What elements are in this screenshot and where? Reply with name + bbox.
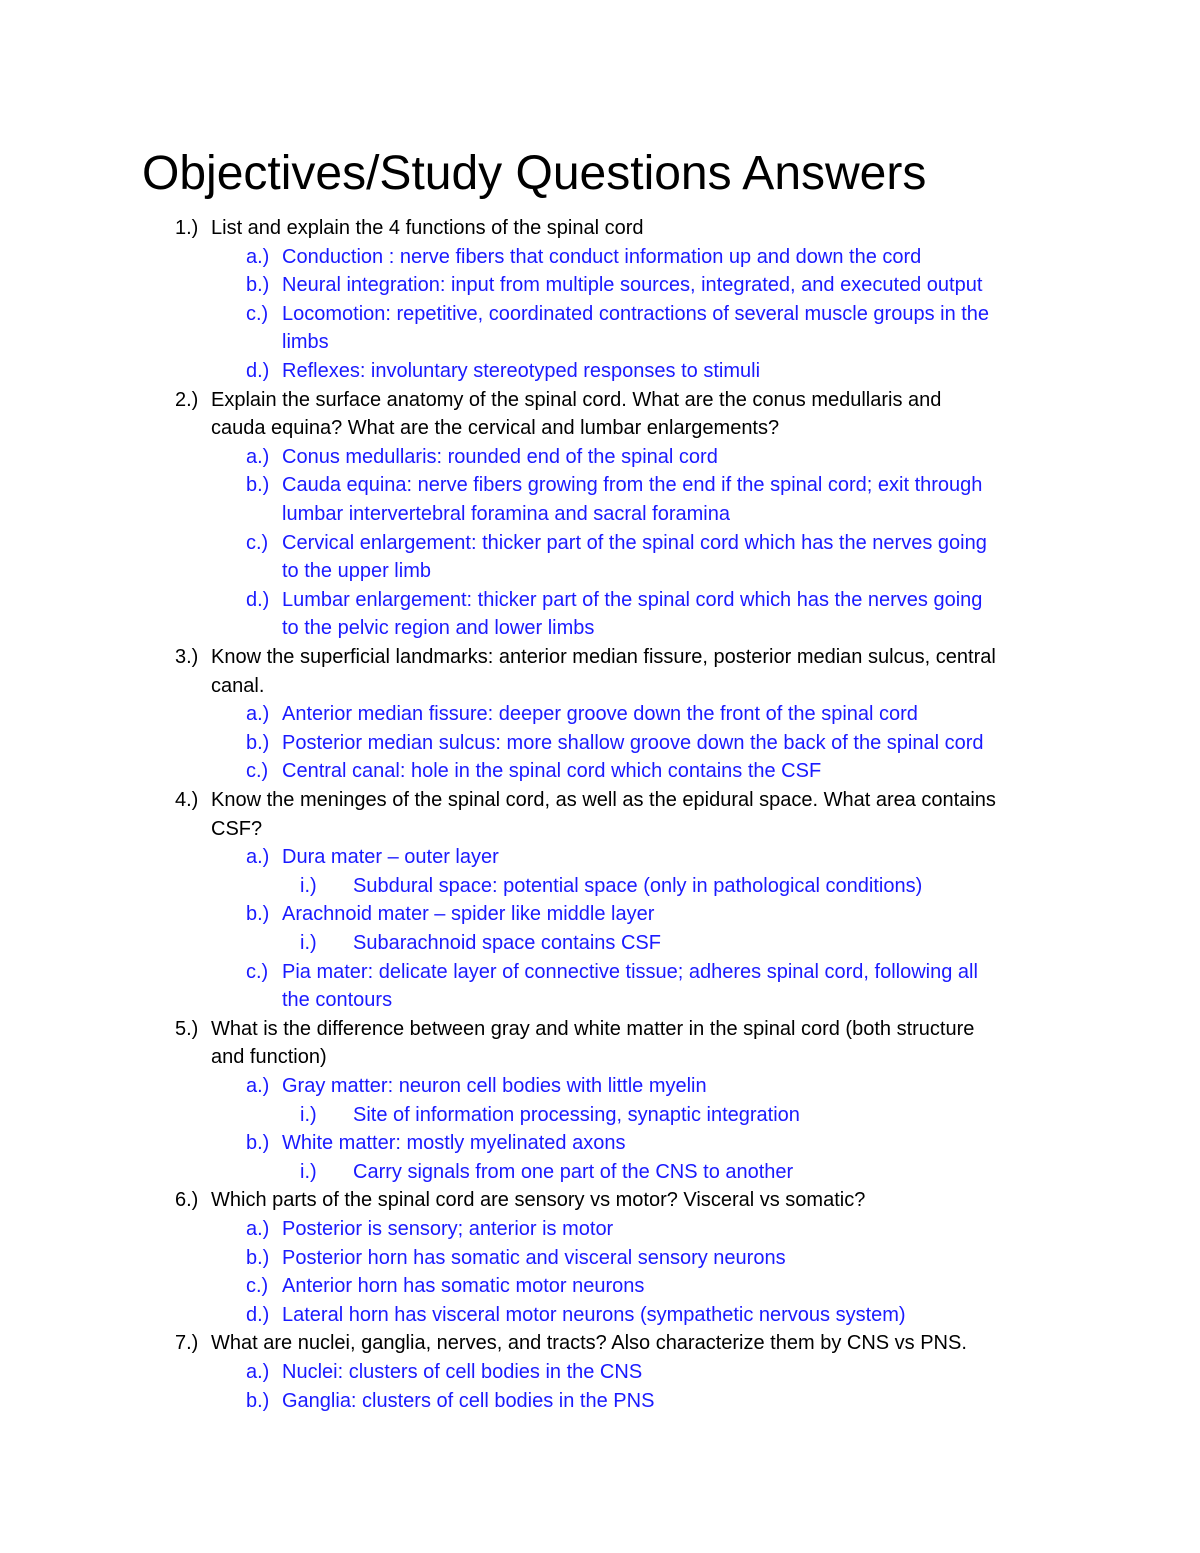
- line-text: Gray matter: neuron cell bodies with little myelin: [282, 1075, 707, 1097]
- line-text: Ganglia: clusters of cell bodies in the PNS: [282, 1389, 655, 1412]
- line-text: Pia mater: delicate layer of connective tissue; adheres spinal cord, following all: [282, 960, 978, 983]
- line-text: Central canal: hole in the spinal cord which contains the CSF: [282, 760, 822, 783]
- line-text: canal.: [211, 674, 265, 697]
- line-text: Neural integration: input from multiple sources, integrated, and executed output: [282, 274, 983, 297]
- line-text: Posterior median sulcus: more shallow groove down the back of the spinal cord: [282, 731, 984, 754]
- list-marker: 5.): [175, 1017, 199, 1040]
- line-text: limbs: [282, 331, 329, 354]
- line-text: What is the difference between gray and white matter in the spinal cord (both structure: [211, 1017, 975, 1040]
- list-marker: a.): [246, 445, 270, 468]
- line-text: Know the meninges of the spinal cord, as well as the epidural space. What area contains: [211, 789, 996, 811]
- list-marker: a.): [246, 703, 270, 726]
- line-text: Explain the surface anatomy of the spinal cord. What are the conus medullaris and: [211, 388, 942, 411]
- line-text: Dura mater – outer layer: [282, 846, 499, 869]
- list-marker: i.): [300, 932, 317, 954]
- line-text: Cauda equina: nerve fibers growing from the end if the spinal cord; exit through: [282, 474, 983, 497]
- line-text: Subarachnoid space contains CSF: [353, 932, 661, 954]
- line-text: Posterior is sensory; anterior is motor: [282, 1218, 614, 1240]
- line-text: Cervical enlargement: thicker part of the spinal cord which has the nerves going: [282, 531, 987, 554]
- line-text: Conduction : nerve fibers that conduct information up and down the cord: [282, 245, 922, 268]
- line-text: cauda equina? What are the cervical and lumbar enlargements?: [211, 417, 780, 440]
- line-text: CSF?: [211, 817, 263, 840]
- list-marker: i.): [300, 1103, 317, 1126]
- line-text: Conus medullaris: rounded end of the spinal cord: [282, 445, 718, 468]
- line-text: Locomotion: repetitive, coordinated contractions of several muscle groups in the: [282, 302, 990, 325]
- line-text: Posterior horn has somatic and visceral sensory neurons: [282, 1246, 786, 1269]
- line-text: Subdural space: potential space (only in pathological conditions): [353, 874, 923, 897]
- line-text: lumbar intervertebral foramina and sacral foramina: [282, 503, 730, 525]
- list-marker: 3.): [175, 646, 199, 668]
- line-text: Site of information processing, synaptic integration: [353, 1103, 800, 1126]
- line-text: Anterior horn has somatic motor neurons: [282, 1275, 645, 1298]
- line-text: Reflexes: involuntary stereotyped responses to stimuli: [282, 360, 761, 382]
- list-marker: c.): [246, 1275, 269, 1298]
- list-marker: a.): [246, 1361, 270, 1383]
- page-title: Objectives/Study Questions Answers: [142, 147, 927, 200]
- list-marker: c.): [246, 302, 269, 325]
- line-text: Anterior median fissure: deeper groove down the front of the spinal cord: [282, 703, 918, 726]
- line-text: Nuclei: clusters of cell bodies in the CNS: [282, 1361, 643, 1383]
- list-marker: i.): [300, 1160, 317, 1183]
- list-marker: b.): [246, 731, 270, 754]
- list-marker: 1.): [175, 217, 199, 239]
- list-marker: 7.): [175, 1332, 199, 1355]
- list-marker: a.): [246, 1218, 270, 1240]
- list-marker: d.): [246, 360, 270, 382]
- list-marker: 2.): [175, 388, 199, 411]
- line-text: Know the superficial landmarks: anterior median fissure, posterior median sulcus, central: [211, 646, 996, 668]
- line-text: to the pelvic region and lower limbs: [282, 617, 595, 640]
- list-marker: c.): [246, 960, 269, 983]
- list-marker: c.): [246, 760, 269, 783]
- line-text: Lateral horn has visceral motor neurons (sympathetic nervous system): [282, 1303, 906, 1326]
- list-marker: a.): [246, 846, 270, 869]
- line-text: What are nuclei, ganglia, nerves, and tracts? Also characterize them by CNS vs PNS.: [211, 1332, 967, 1355]
- list-marker: b.): [246, 1246, 270, 1269]
- list-marker: i.): [300, 874, 317, 897]
- list-marker: b.): [246, 274, 270, 297]
- list-marker: a.): [246, 245, 270, 268]
- list-marker: c.): [246, 531, 269, 554]
- list-marker: b.): [246, 903, 270, 926]
- line-text: White matter: mostly myelinated axons: [282, 1132, 626, 1155]
- line-text: Lumbar enlargement: thicker part of the spinal cord which has the nerves going: [282, 588, 983, 611]
- list-marker: b.): [246, 1132, 270, 1155]
- list-marker: 6.): [175, 1189, 199, 1212]
- line-text: and function): [211, 1046, 327, 1069]
- line-text: Which parts of the spinal cord are sensory vs motor? Visceral vs somatic?: [211, 1189, 866, 1212]
- list-marker: b.): [246, 1389, 270, 1412]
- line-text: List and explain the 4 functions of the spinal cord: [211, 217, 644, 239]
- list-marker: a.): [246, 1075, 270, 1097]
- list-marker: 4.): [175, 789, 199, 811]
- list-marker: d.): [246, 1303, 270, 1326]
- line-text: Arachnoid mater – spider like middle layer: [282, 903, 655, 926]
- list-marker: d.): [246, 588, 270, 611]
- line-text: Carry signals from one part of the CNS to another: [353, 1160, 794, 1183]
- line-text: the contours: [282, 989, 393, 1012]
- list-marker: b.): [246, 474, 270, 497]
- line-text: to the upper limb: [282, 560, 431, 583]
